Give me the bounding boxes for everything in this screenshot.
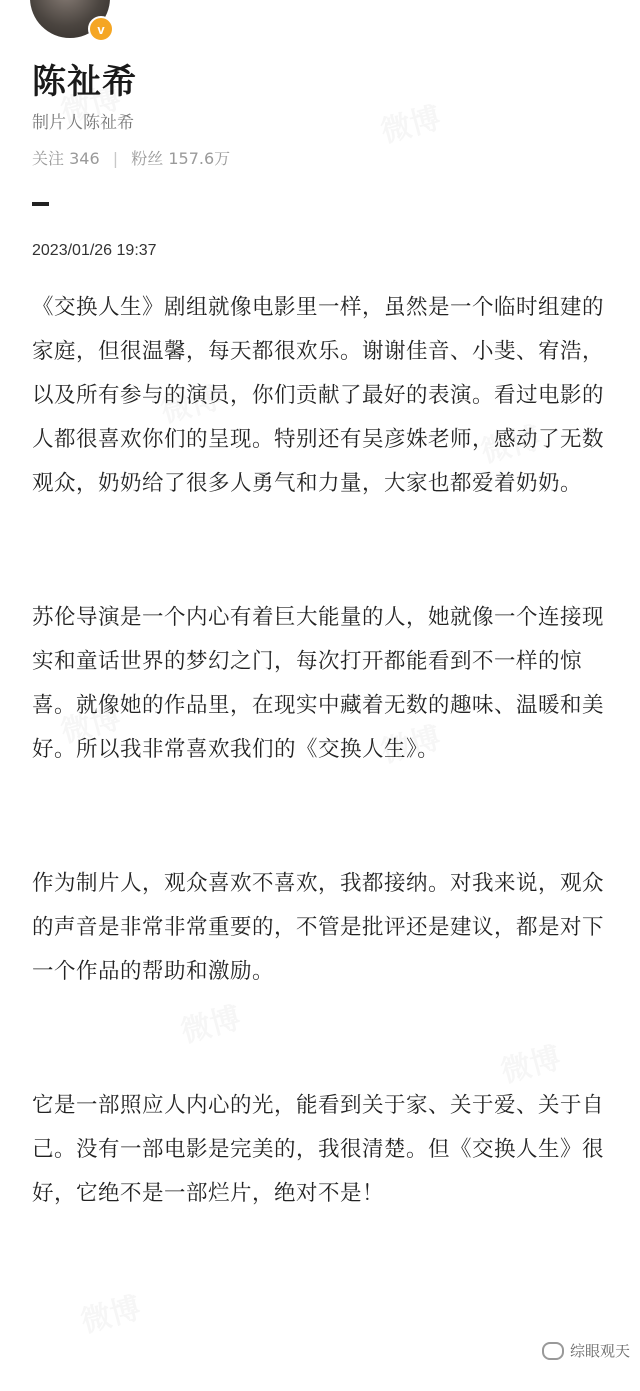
followers-count: 157.6万	[168, 149, 231, 168]
section-divider	[32, 202, 49, 206]
profile-stats	[32, 146, 230, 169]
stats-divider: |	[112, 149, 119, 168]
followers-stat[interactable]	[131, 149, 230, 168]
watermark	[375, 93, 444, 151]
profile-name: 陈祉希	[32, 62, 137, 102]
following-label: 关注	[32, 149, 65, 168]
source-tag	[542, 1340, 630, 1361]
profile-bio: 制片人陈祉希	[32, 113, 134, 133]
following-count: 346	[69, 149, 100, 168]
post-paragraph: 作为制片人，观众喜欢不喜欢，我都接纳。对我来说，观众的声音是非常非常重要的，不管是批评还是建议，都是对下一个作品的帮助和激励。	[32, 871, 605, 984]
wechat-icon	[542, 1342, 564, 1360]
verified-badge-icon: v	[88, 16, 114, 42]
post-body	[32, 286, 610, 1216]
source-label: 综眼观天	[569, 1342, 630, 1360]
followers-label: 粉丝	[131, 149, 164, 168]
avatar[interactable]	[30, 0, 110, 38]
post-timestamp: 2023/01/26 19:37	[32, 242, 157, 259]
watermark	[75, 1283, 144, 1341]
post-paragraph: 它是一部照应人内心的光，能看到关于家、关于爱、关于自己。没有一部电影是完美的，我很清楚。但《交换人生》很好，它绝不是一部烂片，绝对不是！	[32, 1093, 605, 1206]
following-stat[interactable]	[32, 149, 105, 168]
post-paragraph: 苏伦导演是一个内心有着巨大能量的人，她就像一个连接现实和童话世界的梦幻之门，每次打开都能看到不一样的惊喜。就像她的作品里，在现实中藏着无数的趣味、温暖和美好。所以我非常喜欢我们的《交换人生》。	[32, 605, 605, 762]
post-paragraph: 《交换人生》剧组就像电影里一样，虽然是一个临时组建的家庭，但很温馨，每天都很欢乐。谢谢佳音、小斐、宥浩，以及所有参与的演员，你们贡献了最好的表演。看过电影的人都很喜欢你们的呈现。特别还有吴彦姝老师，感动了无数观众，奶奶给了很多人勇气和力量，大家也都爱着奶奶。	[32, 295, 605, 496]
